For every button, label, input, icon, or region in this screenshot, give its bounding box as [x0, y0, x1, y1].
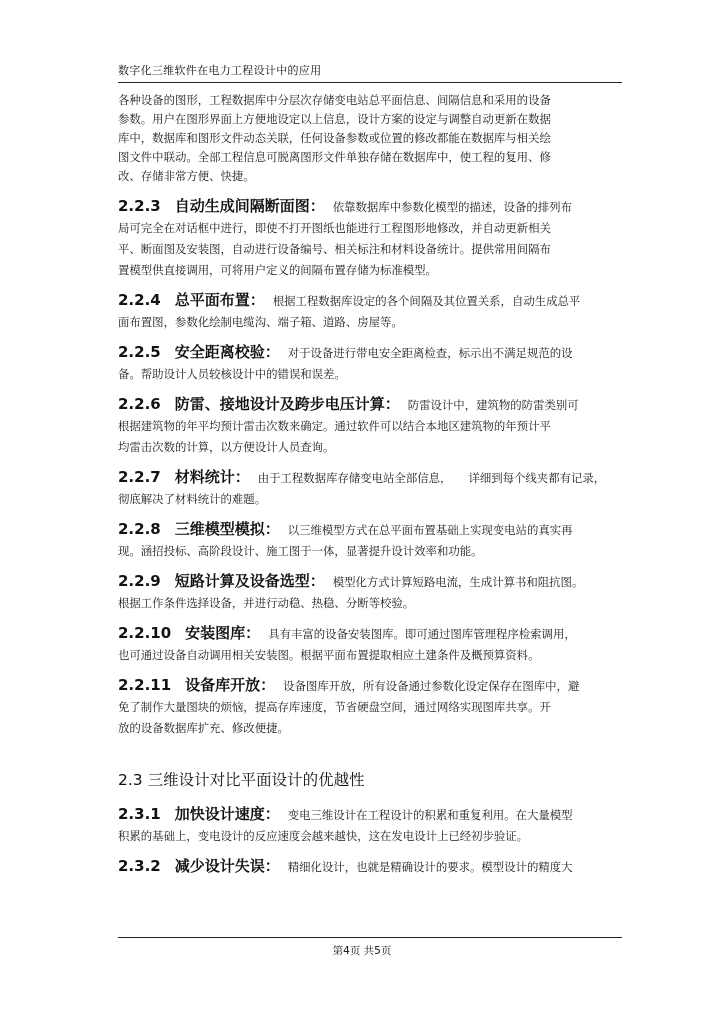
subsection-heading — [118, 621, 622, 644]
subsection-text: 设备图库开放，所有设备通过参数化设定保存在图库中，避 — [283, 679, 580, 693]
body-line: 根据建筑物的年平均预计雷击次数来确定。通过软件可以结合本地区建筑物的年预计平 — [118, 419, 551, 433]
intro-paragraph — [118, 91, 622, 186]
body-line: 各种设备的图形，工程数据库中分层次存储变电站总平面信息、间隔信息和采用的设备 — [118, 93, 551, 107]
body-line: 局可完全在对话框中进行，即使不打开图纸也能进行工程图形地修改，并自动更新相关 — [118, 221, 551, 235]
body-line: 参数。用户在图形界面上方便地设定以上信息，设计方案的设定与调整自动更新在数据 — [118, 112, 551, 126]
subsection-title: 安全距离校验： — [174, 343, 280, 361]
body-line: 根据工作条件选择设备，并进行动稳、热稳、分断等校验。 — [118, 596, 415, 610]
subsection — [118, 621, 622, 665]
running-header: 数字化三维软件在电力工程设计中的应用 — [118, 64, 322, 77]
subsection-text: 依靠数据库中参数化模型的描述，设备的排列布 — [332, 200, 572, 214]
subsection-heading — [118, 392, 622, 415]
subsection — [118, 194, 622, 280]
body-line: 改、存储非常方便、快捷。 — [118, 169, 255, 183]
subsection-text: 防雷设计中，建筑物的防雷类别可 — [407, 398, 579, 412]
subsection-text: 根据工程数据库设定的各个间隔及其位置关系，自动生成总平 — [272, 294, 581, 308]
subsection-title: 材料统计： — [174, 468, 250, 486]
subsection — [118, 392, 622, 457]
body-line: 现。涵招投标、高阶段设计、施工图于一体，显著提升设计效率和功能。 — [118, 544, 483, 558]
subsection-number: 2.2.9 — [118, 572, 161, 590]
document-body — [118, 91, 622, 879]
section-heading: 2.3 三维设计对比平面设计的优越性 — [118, 771, 365, 789]
page-number: 第4页 共5页 — [332, 945, 392, 957]
subsection-heading — [118, 288, 622, 311]
subsection-number: 2.2.7 — [118, 468, 161, 486]
subsection-title: 短路计算及设备选型： — [174, 572, 325, 590]
body-line: 放的设备数据库扩充、修改便捷。 — [118, 721, 289, 735]
subsection — [118, 340, 622, 384]
subsection-heading — [118, 340, 622, 363]
subsection-number: 2.3.2 — [118, 857, 161, 875]
body-line: 备。帮助设计人员较核设计中的错误和误差。 — [118, 367, 346, 381]
sections-list-2 — [118, 802, 622, 877]
subsection-heading — [118, 802, 622, 825]
subsection-title: 防雷、接地设计及跨步电压计算： — [174, 395, 400, 413]
subsection — [118, 802, 622, 846]
body-line: 面布置图，参数化绘制电缆沟、端子箱、道路、房屋等。 — [118, 315, 403, 329]
subsection-heading — [118, 194, 622, 217]
subsection-heading — [118, 517, 622, 540]
subsection-text: 以三维模型方式在总平面布置基础上实现变电站的真实再 — [287, 523, 573, 537]
subsection-title: 减少设计失误： — [174, 857, 280, 875]
subsection-number: 2.2.4 — [118, 291, 161, 309]
sections-list — [118, 194, 622, 738]
body-line: 库中，数据库和图形文件动态关联，任何设备参数或位置的修改都能在数据库与相关绘 — [118, 131, 551, 145]
subsection-number: 2.2.5 — [118, 343, 161, 361]
subsection-heading — [118, 673, 622, 696]
subsection — [118, 854, 622, 877]
body-line: 免了制作大量图块的烦恼，提高存库速度，节省硬盘空间，通过网络实现图库共享。开 — [118, 700, 551, 714]
body-line: 积累的基础上，变电设计的反应速度会越来越快，这在发电设计上已经初步验证。 — [118, 829, 529, 843]
subsection — [118, 465, 622, 509]
body-line: 均雷击次数的计算，以方便设计人员查询。 — [118, 440, 335, 454]
subsection — [118, 517, 622, 561]
body-line: 平、断面图及安装图，自动进行设备编号、相关标注和材料设备统计。提供常用间隔布 — [118, 242, 551, 256]
subsection-text: 由于工程数据库存储变电站全部信息， 详细到每个线夹都有记录， — [257, 471, 606, 485]
subsection-title: 安装图库： — [185, 624, 261, 642]
subsection-number: 2.2.3 — [118, 197, 161, 215]
subsection-number: 2.2.8 — [118, 520, 161, 538]
body-line: 置模型供直接调用，可将用户定义的间隔布置存储为标准模型。 — [118, 263, 437, 277]
body-line: 彻底解决了材料统计的难题。 — [118, 492, 267, 506]
subsection-number: 2.3.1 — [118, 805, 161, 823]
subsection-heading — [118, 854, 622, 877]
subsection-title: 设备库开放： — [185, 676, 276, 694]
subsection-text: 精细化设计，也就是精确设计的要求。模型设计的精度大 — [287, 860, 573, 874]
subsection-title: 自动生成间隔断面图： — [174, 197, 325, 215]
body-line: 也可通过设备自动调用相关安装图。根据平面布置提取相应土建条件及概预算资料。 — [118, 648, 540, 662]
subsection-text: 对于设备进行带电安全距离检查，标示出不满足规范的设 — [287, 346, 573, 360]
subsection — [118, 673, 622, 738]
subsection-title: 加快设计速度： — [174, 805, 280, 823]
header-divider — [118, 82, 622, 83]
subsection-number: 2.2.11 — [118, 676, 172, 694]
footer-divider — [118, 937, 622, 938]
subsection-title: 总平面布置： — [174, 291, 265, 309]
subsection-text: 变电三维设计在工程设计的积累和重复利用。在大量模型 — [287, 808, 573, 822]
subsection-heading — [118, 465, 622, 488]
subsection-number: 2.2.6 — [118, 395, 161, 413]
subsection-text: 具有丰富的设备安装图库。即可通过图库管理程序检索调用， — [268, 627, 576, 641]
body-line: 图文件中联动。全部工程信息可脱离图形文件单独存储在数据库中，使工程的复用、修 — [118, 150, 551, 164]
subsection-text: 模型化方式计算短路电流，生成计算书和阻抗图。 — [332, 575, 584, 589]
subsection-heading — [118, 569, 622, 592]
subsection — [118, 569, 622, 613]
subsection — [118, 288, 622, 332]
subsection-number: 2.2.10 — [118, 624, 172, 642]
subsection-title: 三维模型模拟： — [174, 520, 280, 538]
